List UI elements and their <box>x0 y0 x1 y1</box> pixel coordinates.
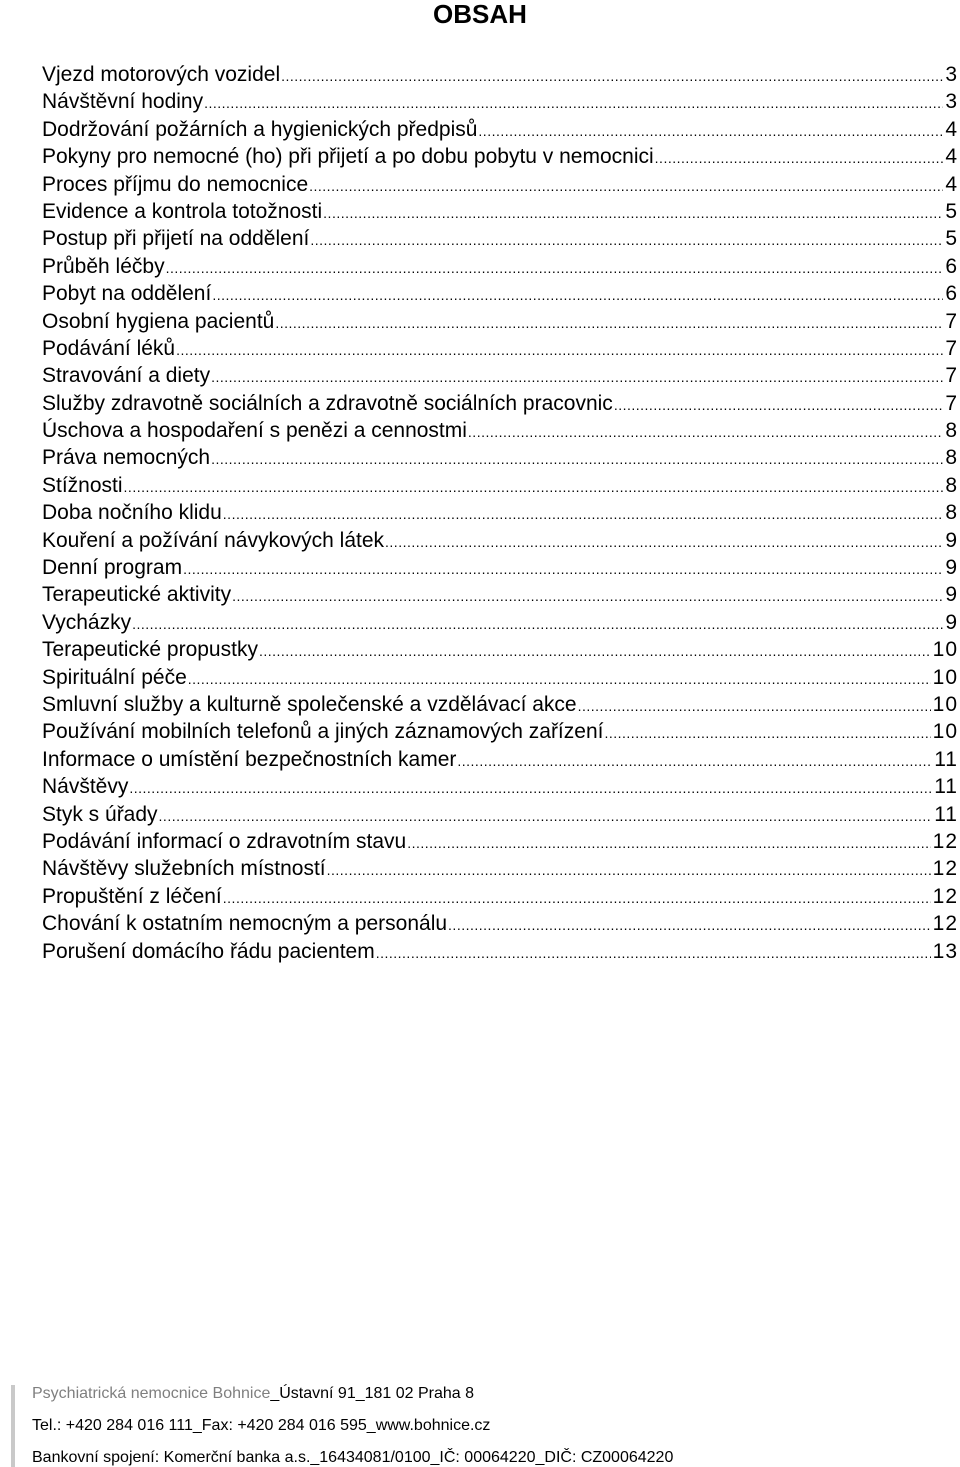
toc-dot-leader <box>327 857 931 884</box>
toc-dot-leader <box>655 145 944 172</box>
toc-entry-label: Denní program <box>42 556 183 580</box>
toc-dot-leader <box>457 748 932 775</box>
toc-entry-label: Doba nočního klidu <box>42 501 222 525</box>
toc-entry-page-number: 9 <box>945 583 958 607</box>
toc-entry-label: Úschova a hospodaření s penězi a cennostmi <box>42 419 467 443</box>
toc-entry-page-number: 8 <box>945 501 958 525</box>
toc-dot-leader <box>223 885 931 912</box>
toc-entry[interactable] <box>42 362 958 389</box>
toc-entry[interactable] <box>42 253 958 280</box>
toc-dot-leader <box>211 364 943 391</box>
toc-entry-page-number: 10 <box>932 638 958 662</box>
toc-dot-leader <box>448 912 931 939</box>
toc-dot-leader <box>310 227 943 254</box>
toc-entry-label: Používání mobilních telefonů a jiných záznamových zařízení <box>42 720 604 744</box>
toc-entry-label: Kouření a požívání návykových látek <box>42 528 385 552</box>
toc-entry-label: Podávání informací o zdravotním stavu <box>42 829 407 853</box>
toc-dot-leader <box>132 611 943 638</box>
footer-address-line <box>32 1385 474 1403</box>
footer-org-name: Psychiatrická nemocnice Bohnice <box>32 1385 271 1402</box>
toc-dot-leader <box>211 446 943 473</box>
toc-entry[interactable] <box>42 746 958 773</box>
toc-entry-label: Služby zdravotně sociálních a zdravotně sociálních pracovnic <box>42 391 613 415</box>
toc-entry-label: Pokyny pro nemocné (ho) při přijetí a po dobu pobytu v nemocnici <box>42 145 654 169</box>
toc-entry[interactable] <box>42 472 958 499</box>
toc-entry-label: Dodržování požárních a hygienických předpisů <box>42 117 478 141</box>
toc-entry-page-number: 10 <box>932 720 958 744</box>
toc-dot-leader <box>223 501 944 528</box>
toc-entry[interactable] <box>42 636 958 663</box>
toc-entry-page-number: 9 <box>945 556 958 580</box>
toc-dot-leader <box>166 255 944 282</box>
toc-entry[interactable] <box>42 691 958 718</box>
page-title: OBSAH <box>433 0 527 29</box>
toc-entry-page-number: 7 <box>945 364 958 388</box>
toc-entry[interactable] <box>42 554 958 581</box>
toc-entry[interactable] <box>42 198 958 225</box>
toc-entry[interactable] <box>42 335 958 362</box>
toc-entry[interactable] <box>42 828 958 855</box>
toc-entry-page-number: 5 <box>945 227 958 251</box>
toc-dot-leader <box>159 803 933 830</box>
toc-entry-page-number: 8 <box>945 473 958 497</box>
toc-entry[interactable] <box>42 664 958 691</box>
toc-entry-label: Práva nemocných <box>42 446 211 470</box>
toc-entry[interactable] <box>42 171 958 198</box>
toc-entry-label: Spirituální péče <box>42 665 187 689</box>
toc-entry-label: Vjezd motorových vozidel <box>42 63 281 86</box>
toc-entry[interactable] <box>42 718 958 745</box>
toc-entry-label: Postup při přijetí na oddělení <box>42 227 310 251</box>
toc-entry-label: Smluvní služby a kulturně společenské a vzdělávací akce <box>42 692 577 716</box>
toc-entry[interactable] <box>42 938 958 965</box>
toc-dot-leader <box>275 310 943 337</box>
toc-dot-leader <box>129 775 932 802</box>
toc-entry[interactable] <box>42 855 958 882</box>
toc-entry-label: Návštěvní hodiny <box>42 90 204 114</box>
toc-entry-page-number: 12 <box>932 857 958 881</box>
toc-entry-label: Stížnosti <box>42 473 123 497</box>
toc-dot-leader <box>376 940 931 967</box>
toc-dot-leader <box>232 583 943 610</box>
toc-entry-label: Terapeutické aktivity <box>42 583 232 607</box>
toc-dot-leader <box>407 830 930 857</box>
toc-entry-page-number: 7 <box>945 309 958 333</box>
toc-entry-page-number: 11 <box>934 747 958 771</box>
toc-entry-label: Stravování a diety <box>42 364 211 388</box>
toc-entry-label: Chování k ostatním nemocným a personálu <box>42 912 448 936</box>
toc-entry[interactable] <box>42 609 958 636</box>
toc-entry-label: Podávání léků <box>42 336 176 360</box>
toc-dot-leader <box>385 529 943 556</box>
toc-entry-page-number: 4 <box>945 172 958 196</box>
toc-entry-label: Porušení domácího řádu pacientem <box>42 939 375 963</box>
toc-entry-page-number: 7 <box>945 391 958 415</box>
toc-dot-leader <box>212 282 943 309</box>
toc-dot-leader <box>478 118 943 145</box>
toc-entry[interactable] <box>42 527 958 554</box>
toc-dot-leader <box>281 63 943 90</box>
footer-address: _Ústavní 91_181 02 Praha 8 <box>270 1385 475 1402</box>
toc-entry-page-number: 8 <box>945 446 958 470</box>
toc-entry[interactable] <box>42 280 958 307</box>
toc-entry-label: Proces příjmu do nemocnice <box>42 172 309 196</box>
toc-entry-label: Terapeutické propustky <box>42 638 258 662</box>
toc-entry[interactable] <box>42 499 958 526</box>
toc-entry[interactable] <box>42 417 958 444</box>
toc-entry-page-number: 13 <box>932 939 958 963</box>
toc-entry-page-number: 12 <box>932 829 958 853</box>
toc-entry-label: Evidence a kontrola totožnosti <box>42 199 323 223</box>
footer-contact-line: Tel.: +420 284 016 111_Fax: +420 284 016 595_www.bohnice.cz <box>32 1417 491 1434</box>
toc-entry[interactable] <box>42 308 958 335</box>
toc-entry[interactable] <box>42 581 958 608</box>
toc-entry[interactable] <box>42 225 958 252</box>
toc-entry[interactable] <box>42 801 958 828</box>
toc-entry-label: Informace o umístění bezpečnostních kamer <box>42 747 457 771</box>
toc-entry[interactable] <box>42 143 958 170</box>
toc-entry-page-number: 9 <box>945 610 958 634</box>
toc-entry-page-number: 10 <box>932 692 958 716</box>
toc-dot-leader <box>323 200 943 227</box>
toc-entry-label: Návštěvy <box>42 775 129 799</box>
toc-dot-leader <box>183 556 943 583</box>
toc-entry[interactable] <box>42 773 958 800</box>
footer-bank-line: Bankovní spojení: Komerční banka a.s._16434081/0100_IČ: 00064220_DIČ: CZ00064220 <box>32 1449 674 1466</box>
toc-dot-leader <box>604 720 930 747</box>
toc-entry[interactable] <box>42 88 958 115</box>
toc-entry-label: Pobyt na oddělení <box>42 282 212 306</box>
toc-entry-page-number: 12 <box>932 884 958 908</box>
toc-entry-page-number: 6 <box>945 254 958 278</box>
toc-entry-label: Styk s úřady <box>42 802 158 826</box>
toc-dot-leader <box>124 474 944 501</box>
footer-divider-bar <box>11 1385 15 1467</box>
toc-entry[interactable] <box>42 444 958 471</box>
toc-entry[interactable] <box>42 910 958 937</box>
toc-entry-page-number: 5 <box>945 199 958 223</box>
toc-dot-leader <box>309 173 943 200</box>
toc-dot-leader <box>259 638 931 665</box>
toc-entry[interactable] <box>42 61 958 88</box>
toc-entry-page-number: 4 <box>945 145 958 169</box>
toc-entry-page-number: 6 <box>945 282 958 306</box>
toc-dot-leader <box>204 90 943 117</box>
toc-entry[interactable] <box>42 116 958 143</box>
toc-dot-leader <box>176 337 943 364</box>
toc-entry[interactable] <box>42 883 958 910</box>
toc-dot-leader <box>468 419 943 446</box>
toc-entry-label: Propuštění z léčení <box>42 884 222 908</box>
toc-entry-page-number: 11 <box>934 775 958 799</box>
toc-entry-label: Vycházky <box>42 610 132 634</box>
toc-entry-page-number: 9 <box>945 528 958 552</box>
toc-entry-page-number: 12 <box>932 912 958 936</box>
toc-entry-page-number: 10 <box>932 665 958 689</box>
toc-dot-leader <box>188 666 931 693</box>
toc-entry-page-number: 4 <box>945 117 958 141</box>
toc-entry-page-number: 11 <box>934 802 958 826</box>
toc-dot-leader <box>614 392 944 419</box>
toc-entry-page-number: 7 <box>945 336 958 360</box>
table-of-contents <box>42 61 958 965</box>
toc-dot-leader <box>578 693 931 720</box>
toc-entry-label: Osobní hygiena pacientů <box>42 309 275 333</box>
toc-entry[interactable] <box>42 390 958 417</box>
toc-entry-page-number: 3 <box>945 90 958 114</box>
toc-entry-page-number: 8 <box>945 419 958 443</box>
toc-entry-page-number: 3 <box>945 63 958 86</box>
toc-entry-label: Průběh léčby <box>42 254 165 278</box>
toc-entry-label: Návštěvy služebních místností <box>42 857 326 881</box>
